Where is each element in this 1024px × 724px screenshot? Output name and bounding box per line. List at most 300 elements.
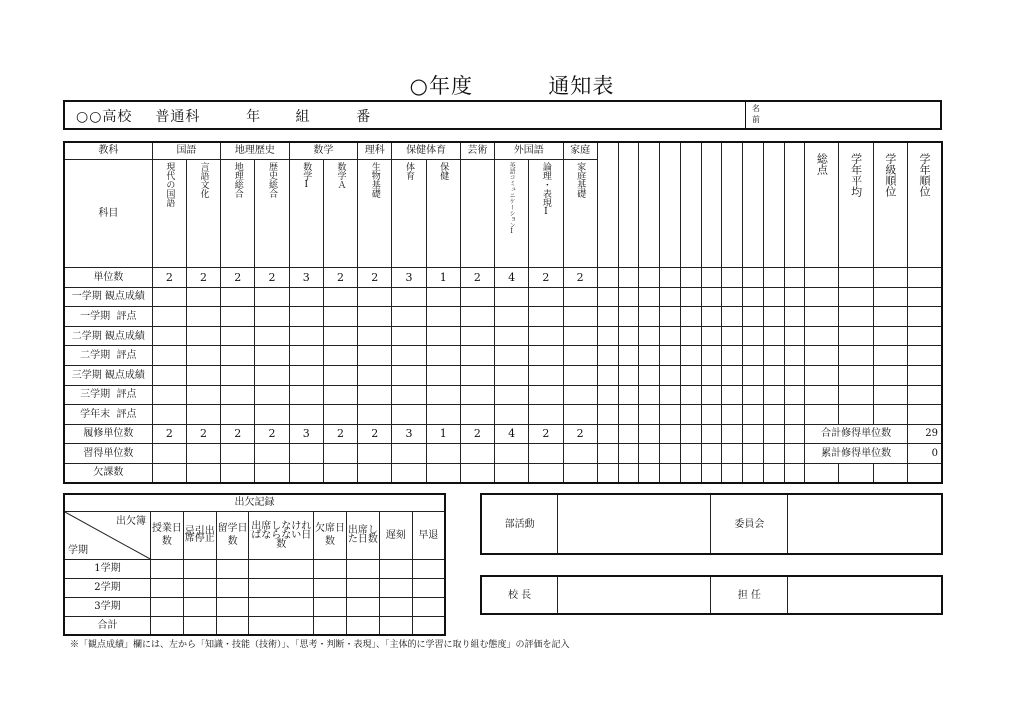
- summary-cell[interactable]: [839, 268, 873, 288]
- extra-cell[interactable]: [597, 326, 618, 346]
- attendance-cell[interactable]: [379, 597, 412, 616]
- summary-cell[interactable]: [873, 307, 907, 327]
- grade-cell[interactable]: [495, 346, 529, 366]
- grade-cell[interactable]: [460, 326, 494, 346]
- extra-cell[interactable]: [743, 268, 764, 288]
- summary-cell[interactable]: [907, 346, 942, 366]
- summary-cell[interactable]: [873, 385, 907, 405]
- extra-cell[interactable]: [618, 307, 639, 327]
- summary-cell[interactable]: [907, 463, 942, 483]
- extra-cell[interactable]: [660, 463, 681, 483]
- extra-cell[interactable]: [660, 346, 681, 366]
- extra-cell[interactable]: [660, 268, 681, 288]
- grade-cell[interactable]: [323, 405, 357, 425]
- grade-cell[interactable]: [323, 444, 357, 464]
- extra-cell[interactable]: [660, 307, 681, 327]
- extra-cell[interactable]: [743, 365, 764, 385]
- grade-cell[interactable]: [529, 463, 563, 483]
- summary-cell[interactable]: [805, 287, 839, 307]
- grade-cell[interactable]: [392, 405, 426, 425]
- grade-cell[interactable]: [221, 346, 255, 366]
- grade-cell[interactable]: [495, 463, 529, 483]
- attendance-cell[interactable]: [249, 616, 314, 635]
- grade-cell[interactable]: [186, 287, 220, 307]
- summary-cell[interactable]: [805, 365, 839, 385]
- grade-cell[interactable]: [392, 287, 426, 307]
- extra-cell[interactable]: [680, 307, 701, 327]
- grade-cell[interactable]: [186, 405, 220, 425]
- club-value[interactable]: [558, 494, 711, 554]
- extra-cell[interactable]: [743, 287, 764, 307]
- extra-cell[interactable]: [639, 385, 660, 405]
- extra-cell[interactable]: [639, 307, 660, 327]
- extra-cell[interactable]: [784, 385, 805, 405]
- summary-cell[interactable]: [907, 268, 942, 288]
- extra-cell[interactable]: [639, 268, 660, 288]
- summary-cell[interactable]: [907, 307, 942, 327]
- grade-cell[interactable]: [426, 365, 460, 385]
- grade-cell[interactable]: [186, 385, 220, 405]
- summary-cell[interactable]: [907, 287, 942, 307]
- grade-cell[interactable]: [323, 385, 357, 405]
- grade-cell[interactable]: [563, 307, 597, 327]
- grade-cell[interactable]: [255, 346, 289, 366]
- grade-cell[interactable]: [289, 463, 323, 483]
- summary-cell[interactable]: [907, 326, 942, 346]
- extra-cell[interactable]: [680, 268, 701, 288]
- extra-cell[interactable]: [701, 307, 722, 327]
- grade-cell[interactable]: [358, 326, 392, 346]
- grade-cell[interactable]: [392, 307, 426, 327]
- grade-cell[interactable]: [323, 307, 357, 327]
- extra-cell[interactable]: [784, 287, 805, 307]
- attendance-cell[interactable]: [379, 578, 412, 597]
- grade-cell[interactable]: [152, 346, 186, 366]
- grade-cell[interactable]: [563, 385, 597, 405]
- extra-cell[interactable]: [722, 268, 743, 288]
- extra-cell[interactable]: [701, 346, 722, 366]
- grade-cell[interactable]: [152, 287, 186, 307]
- grade-cell[interactable]: [289, 365, 323, 385]
- grade-cell[interactable]: [186, 463, 220, 483]
- extra-cell[interactable]: [618, 424, 639, 444]
- extra-cell[interactable]: [597, 385, 618, 405]
- extra-cell[interactable]: [763, 326, 784, 346]
- grade-cell[interactable]: [323, 326, 357, 346]
- grade-cell[interactable]: [289, 287, 323, 307]
- extra-cell[interactable]: [722, 365, 743, 385]
- grade-cell[interactable]: [392, 444, 426, 464]
- extra-cell[interactable]: [701, 444, 722, 464]
- attendance-cell[interactable]: [412, 597, 445, 616]
- grade-cell[interactable]: [255, 385, 289, 405]
- attendance-cell[interactable]: [216, 616, 249, 635]
- grade-cell[interactable]: [495, 326, 529, 346]
- extra-cell[interactable]: [763, 424, 784, 444]
- extra-cell[interactable]: [597, 424, 618, 444]
- extra-cell[interactable]: [618, 444, 639, 464]
- summary-cell[interactable]: [805, 326, 839, 346]
- attendance-cell[interactable]: [183, 597, 216, 616]
- extra-cell[interactable]: [680, 287, 701, 307]
- summary-cell[interactable]: [839, 385, 873, 405]
- grade-cell[interactable]: [460, 346, 494, 366]
- grade-cell[interactable]: [221, 463, 255, 483]
- grade-cell[interactable]: [152, 463, 186, 483]
- summary-cell[interactable]: [873, 326, 907, 346]
- grade-cell[interactable]: [563, 287, 597, 307]
- grade-cell[interactable]: [323, 287, 357, 307]
- attendance-cell[interactable]: [249, 559, 314, 578]
- extra-cell[interactable]: [597, 405, 618, 425]
- grade-cell[interactable]: [460, 365, 494, 385]
- grade-cell[interactable]: [529, 326, 563, 346]
- summary-cell[interactable]: [873, 463, 907, 483]
- extra-cell[interactable]: [618, 326, 639, 346]
- grade-cell[interactable]: [460, 385, 494, 405]
- grade-cell[interactable]: [392, 326, 426, 346]
- summary-cell[interactable]: [907, 365, 942, 385]
- summary-cell[interactable]: [873, 365, 907, 385]
- extra-cell[interactable]: [784, 268, 805, 288]
- grade-cell[interactable]: [460, 444, 494, 464]
- grade-cell[interactable]: [358, 346, 392, 366]
- attendance-cell[interactable]: [379, 616, 412, 635]
- grade-cell[interactable]: [255, 307, 289, 327]
- extra-cell[interactable]: [680, 463, 701, 483]
- grade-cell[interactable]: [392, 346, 426, 366]
- extra-cell[interactable]: [639, 326, 660, 346]
- extra-cell[interactable]: [784, 405, 805, 425]
- grade-cell[interactable]: [221, 405, 255, 425]
- extra-cell[interactable]: [597, 268, 618, 288]
- extra-cell[interactable]: [743, 326, 764, 346]
- extra-cell[interactable]: [743, 346, 764, 366]
- extra-cell[interactable]: [743, 307, 764, 327]
- extra-cell[interactable]: [660, 424, 681, 444]
- grade-cell[interactable]: [221, 326, 255, 346]
- extra-cell[interactable]: [618, 268, 639, 288]
- extra-cell[interactable]: [784, 326, 805, 346]
- grade-cell[interactable]: [563, 405, 597, 425]
- grade-cell[interactable]: [529, 365, 563, 385]
- attendance-cell[interactable]: [412, 616, 445, 635]
- grade-cell[interactable]: [186, 307, 220, 327]
- summary-cell[interactable]: [907, 385, 942, 405]
- extra-cell[interactable]: [784, 365, 805, 385]
- extra-cell[interactable]: [597, 287, 618, 307]
- grade-cell[interactable]: [529, 287, 563, 307]
- attendance-cell[interactable]: [346, 559, 379, 578]
- grade-cell[interactable]: [495, 287, 529, 307]
- grade-cell[interactable]: [460, 405, 494, 425]
- grade-cell[interactable]: [186, 326, 220, 346]
- summary-cell[interactable]: [805, 268, 839, 288]
- extra-cell[interactable]: [743, 385, 764, 405]
- attendance-cell[interactable]: [183, 616, 216, 635]
- extra-cell[interactable]: [680, 424, 701, 444]
- attendance-cell[interactable]: [314, 616, 347, 635]
- extra-cell[interactable]: [701, 405, 722, 425]
- extra-cell[interactable]: [660, 326, 681, 346]
- extra-cell[interactable]: [763, 463, 784, 483]
- extra-cell[interactable]: [784, 463, 805, 483]
- attendance-cell[interactable]: [150, 597, 183, 616]
- grade-cell[interactable]: [563, 365, 597, 385]
- extra-cell[interactable]: [763, 365, 784, 385]
- grade-cell[interactable]: [358, 385, 392, 405]
- grade-cell[interactable]: [255, 287, 289, 307]
- grade-cell[interactable]: [392, 385, 426, 405]
- summary-cell[interactable]: [805, 307, 839, 327]
- grade-cell[interactable]: [358, 444, 392, 464]
- extra-cell[interactable]: [784, 346, 805, 366]
- attendance-cell[interactable]: [249, 597, 314, 616]
- extra-cell[interactable]: [660, 444, 681, 464]
- grade-cell[interactable]: [426, 463, 460, 483]
- extra-cell[interactable]: [784, 307, 805, 327]
- summary-cell[interactable]: [873, 346, 907, 366]
- summary-cell[interactable]: [839, 405, 873, 425]
- attendance-cell[interactable]: [249, 578, 314, 597]
- extra-cell[interactable]: [639, 287, 660, 307]
- grade-cell[interactable]: [323, 346, 357, 366]
- grade-cell[interactable]: [152, 365, 186, 385]
- grade-cell[interactable]: [426, 444, 460, 464]
- grade-cell[interactable]: [255, 463, 289, 483]
- extra-cell[interactable]: [722, 444, 743, 464]
- summary-cell[interactable]: [839, 307, 873, 327]
- grade-cell[interactable]: [221, 307, 255, 327]
- attendance-cell[interactable]: [183, 559, 216, 578]
- extra-cell[interactable]: [680, 346, 701, 366]
- extra-cell[interactable]: [597, 346, 618, 366]
- grade-cell[interactable]: [563, 346, 597, 366]
- extra-cell[interactable]: [660, 287, 681, 307]
- grade-cell[interactable]: [460, 463, 494, 483]
- extra-cell[interactable]: [722, 463, 743, 483]
- extra-cell[interactable]: [660, 365, 681, 385]
- grade-cell[interactable]: [289, 405, 323, 425]
- grade-cell[interactable]: [221, 385, 255, 405]
- extra-cell[interactable]: [763, 268, 784, 288]
- extra-cell[interactable]: [722, 326, 743, 346]
- summary-cell[interactable]: [839, 346, 873, 366]
- grade-cell[interactable]: [529, 346, 563, 366]
- extra-cell[interactable]: [639, 444, 660, 464]
- grade-cell[interactable]: [186, 365, 220, 385]
- extra-cell[interactable]: [701, 326, 722, 346]
- extra-cell[interactable]: [597, 444, 618, 464]
- extra-cell[interactable]: [784, 444, 805, 464]
- grade-cell[interactable]: [289, 444, 323, 464]
- grade-cell[interactable]: [495, 444, 529, 464]
- grade-cell[interactable]: [358, 405, 392, 425]
- grade-cell[interactable]: [563, 444, 597, 464]
- extra-cell[interactable]: [618, 365, 639, 385]
- extra-cell[interactable]: [701, 268, 722, 288]
- attendance-cell[interactable]: [314, 578, 347, 597]
- extra-cell[interactable]: [660, 405, 681, 425]
- extra-cell[interactable]: [763, 346, 784, 366]
- extra-cell[interactable]: [597, 463, 618, 483]
- grade-cell[interactable]: [529, 385, 563, 405]
- grade-cell[interactable]: [460, 287, 494, 307]
- grade-cell[interactable]: [152, 444, 186, 464]
- attendance-cell[interactable]: [150, 559, 183, 578]
- grade-cell[interactable]: [358, 307, 392, 327]
- grade-cell[interactable]: [152, 326, 186, 346]
- extra-cell[interactable]: [722, 346, 743, 366]
- extra-cell[interactable]: [701, 365, 722, 385]
- grade-cell[interactable]: [323, 365, 357, 385]
- summary-cell[interactable]: [805, 463, 839, 483]
- extra-cell[interactable]: [743, 463, 764, 483]
- grade-cell[interactable]: [152, 405, 186, 425]
- grade-cell[interactable]: [255, 326, 289, 346]
- summary-cell[interactable]: [839, 365, 873, 385]
- grade-cell[interactable]: [221, 365, 255, 385]
- extra-cell[interactable]: [660, 385, 681, 405]
- grade-cell[interactable]: [495, 385, 529, 405]
- summary-cell[interactable]: [873, 405, 907, 425]
- extra-cell[interactable]: [680, 444, 701, 464]
- summary-cell[interactable]: [907, 405, 942, 425]
- extra-cell[interactable]: [639, 463, 660, 483]
- attendance-cell[interactable]: [346, 616, 379, 635]
- grade-cell[interactable]: [529, 405, 563, 425]
- signature-box: [480, 575, 943, 615]
- extra-cell[interactable]: [722, 405, 743, 425]
- extra-cell[interactable]: [639, 424, 660, 444]
- extra-cell[interactable]: [618, 287, 639, 307]
- extra-cell[interactable]: [701, 424, 722, 444]
- grade-cell[interactable]: [152, 385, 186, 405]
- attendance-cell[interactable]: [314, 597, 347, 616]
- grade-cell[interactable]: [186, 346, 220, 366]
- summary-cell[interactable]: [805, 405, 839, 425]
- summary-cell[interactable]: [805, 385, 839, 405]
- extra-cell[interactable]: [680, 326, 701, 346]
- grade-cell[interactable]: [392, 365, 426, 385]
- extra-cell[interactable]: [639, 346, 660, 366]
- extra-cell[interactable]: [701, 385, 722, 405]
- grade-cell[interactable]: [495, 405, 529, 425]
- grade-cell[interactable]: [563, 463, 597, 483]
- extra-cell[interactable]: [618, 346, 639, 366]
- extra-cell[interactable]: [639, 365, 660, 385]
- summary-cell[interactable]: [805, 346, 839, 366]
- principal-signature[interactable]: [558, 576, 711, 614]
- extra-cell[interactable]: [639, 405, 660, 425]
- grade-cell[interactable]: [221, 444, 255, 464]
- grade-cell[interactable]: [529, 307, 563, 327]
- grade-cell[interactable]: [186, 444, 220, 464]
- attendance-cell[interactable]: [314, 559, 347, 578]
- attendance-cell[interactable]: [183, 578, 216, 597]
- grade-cell[interactable]: [289, 307, 323, 327]
- grade-cell[interactable]: [426, 287, 460, 307]
- extra-cell[interactable]: [701, 287, 722, 307]
- grade-cell[interactable]: [392, 463, 426, 483]
- summary-cell[interactable]: [873, 268, 907, 288]
- extra-cell[interactable]: [680, 405, 701, 425]
- attendance-cell[interactable]: [216, 597, 249, 616]
- grade-cell[interactable]: [529, 444, 563, 464]
- extra-cell[interactable]: [680, 365, 701, 385]
- grade-cell[interactable]: [426, 307, 460, 327]
- attendance-cell[interactable]: [379, 559, 412, 578]
- extra-cell[interactable]: [743, 444, 764, 464]
- grade-cell[interactable]: [495, 307, 529, 327]
- extra-cell[interactable]: [763, 405, 784, 425]
- grade-cell[interactable]: [323, 463, 357, 483]
- grade-cell[interactable]: [255, 405, 289, 425]
- extra-cell[interactable]: [618, 385, 639, 405]
- extra-cell[interactable]: [618, 463, 639, 483]
- extra-cell[interactable]: [743, 405, 764, 425]
- grade-cell[interactable]: [358, 287, 392, 307]
- attendance-cell[interactable]: [412, 578, 445, 597]
- summary-cell[interactable]: [839, 326, 873, 346]
- extra-cell[interactable]: [763, 307, 784, 327]
- extra-cell[interactable]: [763, 385, 784, 405]
- grade-cell[interactable]: [152, 307, 186, 327]
- attendance-cell[interactable]: [150, 616, 183, 635]
- extra-cell[interactable]: [597, 307, 618, 327]
- attendance-cell[interactable]: [346, 597, 379, 616]
- extra-cell[interactable]: [743, 424, 764, 444]
- extra-cell[interactable]: [763, 287, 784, 307]
- committee-value[interactable]: [788, 494, 942, 554]
- extra-cell[interactable]: [701, 463, 722, 483]
- grade-cell[interactable]: [289, 346, 323, 366]
- attendance-cell[interactable]: [412, 559, 445, 578]
- summary-cell[interactable]: [839, 463, 873, 483]
- extra-cell[interactable]: [722, 385, 743, 405]
- extra-cell[interactable]: [597, 365, 618, 385]
- grade-cell[interactable]: [289, 326, 323, 346]
- attendance-cell[interactable]: [346, 578, 379, 597]
- grade-cell[interactable]: [255, 444, 289, 464]
- extra-cell[interactable]: [763, 444, 784, 464]
- extra-cell[interactable]: [618, 405, 639, 425]
- attendance-cell[interactable]: [216, 578, 249, 597]
- grade-cell[interactable]: [255, 365, 289, 385]
- grade-cell[interactable]: [460, 307, 494, 327]
- extra-cell[interactable]: [680, 385, 701, 405]
- grade-cell[interactable]: [358, 463, 392, 483]
- attendance-cell[interactable]: [216, 559, 249, 578]
- extra-cell[interactable]: [784, 424, 805, 444]
- extra-cell[interactable]: [722, 287, 743, 307]
- grade-cell[interactable]: [221, 287, 255, 307]
- grade-cell[interactable]: [495, 365, 529, 385]
- grade-cell[interactable]: [563, 326, 597, 346]
- summary-cell[interactable]: [839, 287, 873, 307]
- extra-cell[interactable]: [722, 307, 743, 327]
- grade-cell[interactable]: [426, 385, 460, 405]
- grade-cell[interactable]: [289, 385, 323, 405]
- summary-cell[interactable]: [873, 287, 907, 307]
- grade-cell[interactable]: [358, 365, 392, 385]
- extra-cell[interactable]: [722, 424, 743, 444]
- grade-cell[interactable]: [426, 326, 460, 346]
- grade-cell[interactable]: [426, 346, 460, 366]
- attendance-cell[interactable]: [150, 578, 183, 597]
- grade-cell[interactable]: [426, 405, 460, 425]
- teacher-signature[interactable]: [788, 576, 942, 614]
